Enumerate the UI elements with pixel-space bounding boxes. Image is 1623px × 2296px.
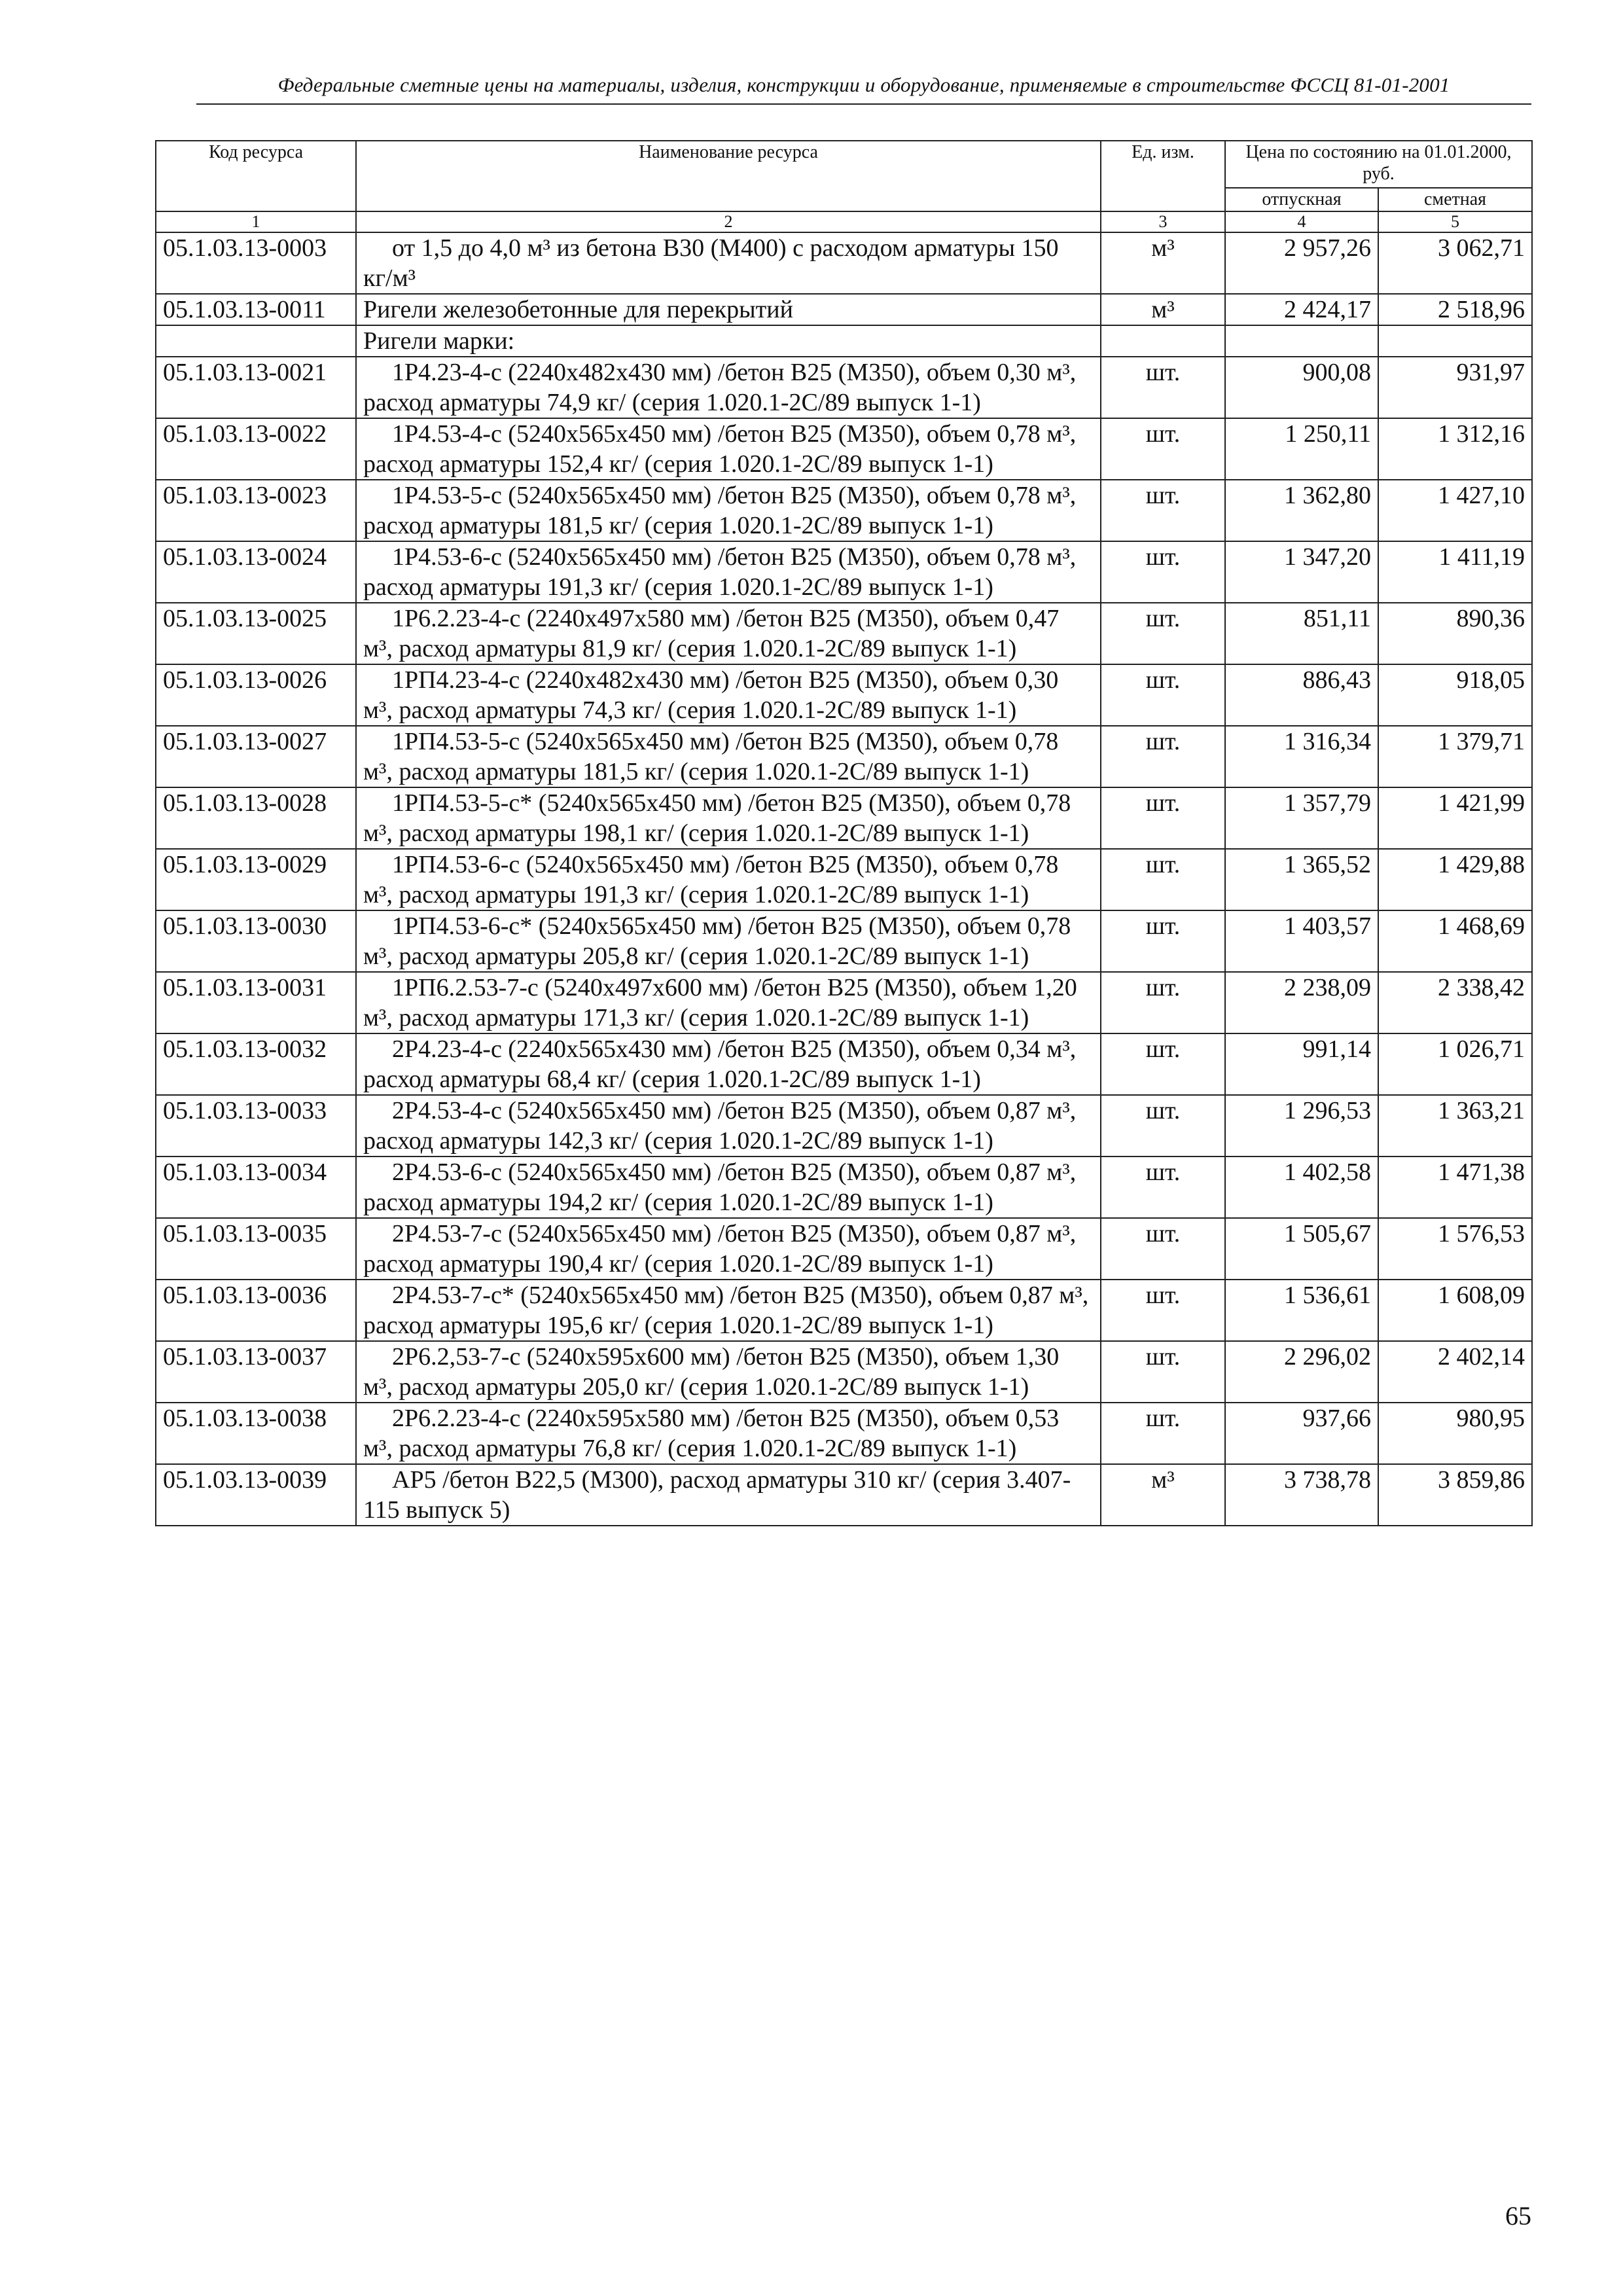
resource-code <box>156 1341 356 1403</box>
estimate-price <box>1378 1033 1532 1095</box>
unit-of-measure <box>1101 1403 1225 1464</box>
resource-name-text: 2Р4.53-6-с (5240х565х450 мм) /бетон В25 (М350), объем 0,87 м³, расход арматуры 194,2 кг/ (серия 1.020.1-2С/89 выпуск 1-1) <box>363 1158 1077 1216</box>
unit-of-measure-text: шт. <box>1145 789 1181 817</box>
table-row <box>156 1280 1532 1341</box>
resource-name <box>356 480 1101 541</box>
resource-code-text: 05.1.03.13-0025 <box>163 605 327 632</box>
col-number: 5 <box>1378 211 1532 232</box>
release-price-text: 937,66 <box>1302 1405 1371 1432</box>
table-row <box>156 1218 1532 1280</box>
estimate-price <box>1378 294 1532 325</box>
table-row <box>156 1033 1532 1095</box>
table-row <box>156 972 1532 1033</box>
unit-of-measure-text: шт. <box>1145 1097 1181 1124</box>
estimate-price-text: 2 402,14 <box>1438 1343 1525 1371</box>
estimate-price-text: 918,05 <box>1456 666 1525 694</box>
unit-of-measure <box>1101 664 1225 726</box>
resource-code <box>156 294 356 325</box>
resource-name <box>356 1095 1101 1157</box>
resource-code-text: 05.1.03.13-0035 <box>163 1220 327 1247</box>
release-price-text: 1 296,53 <box>1284 1097 1371 1124</box>
estimate-price <box>1378 232 1532 294</box>
resource-code-text: 05.1.03.13-0011 <box>163 296 326 323</box>
resource-name-text: 1РП4.53-5-с* (5240х565х450 мм) /бетон В25 (М350), объем 0,78 м³, расход арматуры 198,1 кг/ (серия 1.020.1-2С/89 выпуск 1-1) <box>363 789 1071 847</box>
resource-name <box>356 232 1101 294</box>
group-heading-row <box>156 325 1532 357</box>
resource-name-text: 2Р4.53-7-с* (5240х565х450 мм) /бетон В25 (М350), объем 0,87 м³, расход арматуры 195,6 кг/ (серия 1.020.1-2С/89 выпуск 1-1) <box>363 1282 1089 1339</box>
table-row <box>156 232 1532 294</box>
resource-name-text: 1РП4.53-6-с (5240х565х450 мм) /бетон В25 (М350), объем 0,78 м³, расход арматуры 191,3 кг/ (серия 1.020.1-2С/89 выпуск 1-1) <box>363 851 1059 908</box>
resource-name-text: 1РП4.23-4-с (2240х482х430 мм) /бетон В25 (М350), объем 0,30 м³, расход арматуры 74,3 кг/ (серия 1.020.1-2С/89 выпуск 1-1) <box>363 666 1059 724</box>
resource-code-text: 05.1.03.13-0021 <box>163 359 327 386</box>
release-price <box>1225 541 1378 603</box>
table-row <box>156 480 1532 541</box>
resource-name <box>356 972 1101 1033</box>
unit-of-measure <box>1101 849 1225 910</box>
table-row <box>156 357 1532 418</box>
release-price-text: 1 403,57 <box>1284 912 1371 940</box>
release-price <box>1225 910 1378 972</box>
unit-of-measure <box>1101 1033 1225 1095</box>
release-price-text: 1 536,61 <box>1284 1282 1371 1309</box>
resource-name <box>356 664 1101 726</box>
resource-name <box>356 294 1101 325</box>
release-price-text: 991,14 <box>1302 1035 1371 1063</box>
resource-name-text: 1РП4.53-5-с (5240х565х450 мм) /бетон В25 (М350), объем 0,78 м³, расход арматуры 181,5 кг/ (серия 1.020.1-2С/89 выпуск 1-1) <box>363 728 1059 785</box>
unit-of-measure-text: шт. <box>1145 1035 1181 1063</box>
resource-code <box>156 325 356 357</box>
resource-name-text: 2Р6.2,53-7-с (5240х595х600 мм) /бетон В25 (М350), объем 1,30 м³, расход арматуры 205,0 кг/ (серия 1.020.1-2С/89 выпуск 1-1) <box>363 1343 1060 1401</box>
resource-name <box>356 357 1101 418</box>
resource-name-text: 2Р6.2.23-4-с (2240х595х580 мм) /бетон В25 (М350), объем 0,53 м³, расход арматуры 76,8 кг/ (серия 1.020.1-2С/89 выпуск 1-1) <box>363 1405 1060 1462</box>
estimate-price-text: 1 608,09 <box>1438 1282 1525 1309</box>
release-price <box>1225 787 1378 849</box>
col-header-price-group: Цена по состоянию на 01.01.2000, руб. <box>1225 141 1532 188</box>
estimate-price-text: 1 576,53 <box>1438 1220 1525 1247</box>
resource-code-text: 05.1.03.13-0039 <box>163 1466 327 1494</box>
estimate-price <box>1378 480 1532 541</box>
unit-of-measure-text: м³ <box>1151 234 1175 262</box>
unit-of-measure-text: шт. <box>1145 420 1181 448</box>
resource-code <box>156 480 356 541</box>
release-price <box>1225 1095 1378 1157</box>
release-price <box>1225 1280 1378 1341</box>
table-row <box>156 1157 1532 1218</box>
estimate-price <box>1378 357 1532 418</box>
resource-name <box>356 603 1101 664</box>
estimate-price-text: 3 859,86 <box>1438 1466 1525 1494</box>
unit-of-measure <box>1101 787 1225 849</box>
col-header-price-estimate: сметная <box>1378 188 1532 211</box>
resource-code <box>156 787 356 849</box>
resource-code <box>156 1157 356 1218</box>
release-price <box>1225 1464 1378 1526</box>
resource-name-text: Ригели железобетонные для перекрытий <box>363 296 793 323</box>
header-divider <box>196 103 1531 105</box>
unit-of-measure-text: шт. <box>1145 912 1181 940</box>
resource-name <box>356 418 1101 480</box>
estimate-price-text: 890,36 <box>1456 605 1525 632</box>
resource-code <box>156 664 356 726</box>
resource-name <box>356 541 1101 603</box>
table-row <box>156 418 1532 480</box>
release-price-text: 1 402,58 <box>1284 1158 1371 1186</box>
release-price-text: 1 357,79 <box>1284 789 1371 817</box>
estimate-price-text: 1 429,88 <box>1438 851 1525 878</box>
unit-of-measure <box>1101 910 1225 972</box>
resource-code-text: 05.1.03.13-0029 <box>163 851 327 878</box>
resource-code <box>156 357 356 418</box>
table-row <box>156 1403 1532 1464</box>
resource-name-text: 1РП4.53-6-с* (5240х565х450 мм) /бетон В25 (М350), объем 0,78 м³, расход арматуры 205,8 кг/ (серия 1.020.1-2С/89 выпуск 1-1) <box>363 912 1071 970</box>
col-header-code: Код ресурса <box>156 141 356 211</box>
resource-code-text: 05.1.03.13-0022 <box>163 420 327 448</box>
resource-code <box>156 232 356 294</box>
estimate-price <box>1378 910 1532 972</box>
estimate-price-text: 1 427,10 <box>1438 482 1525 509</box>
estimate-price <box>1378 418 1532 480</box>
estimate-price <box>1378 1341 1532 1403</box>
resource-name <box>356 1403 1101 1464</box>
unit-of-measure-text: шт. <box>1145 605 1181 632</box>
estimate-price <box>1378 1280 1532 1341</box>
resource-code <box>156 726 356 787</box>
resource-name-text: 2Р4.53-4-с (5240х565х450 мм) /бетон В25 (М350), объем 0,87 м³, расход арматуры 142,3 кг/ (серия 1.020.1-2С/89 выпуск 1-1) <box>363 1097 1077 1155</box>
estimate-price <box>1378 1403 1532 1464</box>
estimate-price <box>1378 726 1532 787</box>
release-price-text: 2 424,17 <box>1284 296 1371 323</box>
resource-name <box>356 1157 1101 1218</box>
resource-name-text: АР5 /бетон В22,5 (М300), расход арматуры 310 кг/ (серия 3.407-115 выпуск 5) <box>363 1466 1071 1524</box>
resource-code-text: 05.1.03.13-0032 <box>163 1035 327 1063</box>
col-number: 1 <box>156 211 356 232</box>
release-price-text: 886,43 <box>1302 666 1371 694</box>
release-price-text: 1 250,11 <box>1285 420 1371 448</box>
estimate-price-text: 1 421,99 <box>1438 789 1525 817</box>
resource-name-text: 1Р4.53-6-с (5240х565х450 мм) /бетон В25 (М350), объем 0,78 м³, расход арматуры 191,3 кг/ (серия 1.020.1-2С/89 выпуск 1-1) <box>363 543 1077 601</box>
estimate-price-text: 2 518,96 <box>1438 296 1525 323</box>
unit-of-measure-text: шт. <box>1145 728 1181 755</box>
estimate-price-text: 1 312,16 <box>1438 420 1525 448</box>
resource-code <box>156 1095 356 1157</box>
resource-name-text: от 1,5 до 4,0 м³ из бетона В30 (М400) с расходом арматуры 150 кг/м³ <box>363 234 1059 292</box>
estimate-price-text: 1 468,69 <box>1438 912 1525 940</box>
unit-of-measure-text: шт. <box>1145 1282 1181 1309</box>
table-row <box>156 726 1532 787</box>
resource-code-text: 05.1.03.13-0038 <box>163 1405 327 1432</box>
resource-name-text: Ригели марки: <box>363 327 515 355</box>
estimate-price <box>1378 1157 1532 1218</box>
estimate-price <box>1378 1464 1532 1526</box>
estimate-price <box>1378 1218 1532 1280</box>
estimate-price <box>1378 787 1532 849</box>
resource-code <box>156 418 356 480</box>
estimate-price <box>1378 541 1532 603</box>
resource-code-text: 05.1.03.13-0034 <box>163 1158 327 1186</box>
estimate-price <box>1378 1095 1532 1157</box>
page-number: 65 <box>1505 2201 1531 2231</box>
release-price-text: 2 296,02 <box>1284 1343 1371 1371</box>
unit-of-measure <box>1101 418 1225 480</box>
resource-name <box>356 910 1101 972</box>
resource-code-text: 05.1.03.13-0031 <box>163 974 327 1001</box>
table-row <box>156 603 1532 664</box>
col-header-price-release: отпускная <box>1225 188 1378 211</box>
table-row <box>156 294 1532 325</box>
unit-of-measure <box>1101 480 1225 541</box>
col-number: 3 <box>1101 211 1225 232</box>
unit-of-measure-text: м³ <box>1151 296 1175 323</box>
estimate-price-text: 931,97 <box>1456 359 1525 386</box>
unit-of-measure <box>1101 972 1225 1033</box>
unit-of-measure-text: шт. <box>1145 1405 1181 1432</box>
resource-name <box>356 325 1101 357</box>
release-price-text: 1 505,67 <box>1284 1220 1371 1247</box>
resource-price-table <box>155 140 1533 1526</box>
unit-of-measure <box>1101 1095 1225 1157</box>
resource-code-text: 05.1.03.13-0037 <box>163 1343 327 1371</box>
estimate-price <box>1378 664 1532 726</box>
unit-of-measure <box>1101 1157 1225 1218</box>
estimate-price <box>1378 603 1532 664</box>
resource-code-text: 05.1.03.13-0033 <box>163 1097 327 1124</box>
unit-of-measure <box>1101 1341 1225 1403</box>
unit-of-measure <box>1101 232 1225 294</box>
table-row <box>156 910 1532 972</box>
unit-of-measure-text: шт. <box>1145 1158 1181 1186</box>
estimate-price-text: 1 379,71 <box>1438 728 1525 755</box>
resource-code <box>156 1033 356 1095</box>
unit-of-measure-text: шт. <box>1145 543 1181 571</box>
resource-name-text: 1Р6.2.23-4-с (2240х497х580 мм) /бетон В25 (М350), объем 0,47 м³, расход арматуры 81,9 кг/ (серия 1.020.1-2С/89 выпуск 1-1) <box>363 605 1060 662</box>
resource-name <box>356 1464 1101 1526</box>
estimate-price-text: 1 363,21 <box>1438 1097 1525 1124</box>
resource-name <box>356 1341 1101 1403</box>
release-price-text: 2 957,26 <box>1284 234 1371 262</box>
resource-code-text: 05.1.03.13-0003 <box>163 234 327 262</box>
release-price-text: 1 365,52 <box>1284 851 1371 878</box>
estimate-price-text: 980,95 <box>1456 1405 1525 1432</box>
resource-name <box>356 726 1101 787</box>
table-row <box>156 787 1532 849</box>
resource-code-text: 05.1.03.13-0036 <box>163 1282 327 1309</box>
release-price <box>1225 972 1378 1033</box>
unit-of-measure-text: шт. <box>1145 359 1181 386</box>
release-price-text: 2 238,09 <box>1284 974 1371 1001</box>
unit-of-measure-text: м³ <box>1151 1466 1175 1494</box>
unit-of-measure-text: шт. <box>1145 666 1181 694</box>
resource-code-text: 05.1.03.13-0026 <box>163 666 327 694</box>
unit-of-measure-text: шт. <box>1145 1343 1181 1371</box>
estimate-price-text: 1 411,19 <box>1438 543 1525 571</box>
resource-name-text: 2Р4.53-7-с (5240х565х450 мм) /бетон В25 (М350), объем 0,87 м³, расход арматуры 190,4 кг/ (серия 1.020.1-2С/89 выпуск 1-1) <box>363 1220 1077 1278</box>
resource-name-text: 1РП6.2.53-7-с (5240х497х600 мм) /бетон В25 (М350), объем 1,20 м³, расход арматуры 171,3 кг/ (серия 1.020.1-2С/89 выпуск 1-1) <box>363 974 1077 1031</box>
resource-name-text: 1Р4.53-5-с (5240х565х450 мм) /бетон В25 (М350), объем 0,78 м³, расход арматуры 181,5 кг/ (серия 1.020.1-2С/89 выпуск 1-1) <box>363 482 1077 539</box>
release-price <box>1225 603 1378 664</box>
unit-of-measure-text: шт. <box>1145 482 1181 509</box>
resource-name <box>356 1033 1101 1095</box>
resource-code-text: 05.1.03.13-0028 <box>163 789 327 817</box>
resource-code <box>156 1218 356 1280</box>
resource-name <box>356 1218 1101 1280</box>
unit-of-measure-text: шт. <box>1145 1220 1181 1247</box>
release-price-text: 1 362,80 <box>1284 482 1371 509</box>
unit-of-measure <box>1101 1464 1225 1526</box>
resource-code <box>156 1464 356 1526</box>
release-price <box>1225 325 1378 357</box>
running-header: Федеральные сметные цены на материалы, изделия, конструкции и оборудование, применяемые в строительстве ФССЦ 81-01-2001 <box>277 73 1450 96</box>
unit-of-measure <box>1101 1280 1225 1341</box>
table-row <box>156 1095 1532 1157</box>
unit-of-measure-text: шт. <box>1145 974 1181 1001</box>
col-number: 4 <box>1225 211 1378 232</box>
release-price <box>1225 1218 1378 1280</box>
resource-code <box>156 972 356 1033</box>
resource-name <box>356 1280 1101 1341</box>
unit-of-measure <box>1101 294 1225 325</box>
estimate-price-text: 2 338,42 <box>1438 974 1525 1001</box>
release-price <box>1225 726 1378 787</box>
estimate-price-text: 3 062,71 <box>1438 234 1525 262</box>
release-price <box>1225 357 1378 418</box>
estimate-price <box>1378 849 1532 910</box>
unit-of-measure <box>1101 726 1225 787</box>
release-price-text: 3 738,78 <box>1284 1466 1371 1494</box>
resource-code <box>156 541 356 603</box>
unit-of-measure-text: шт. <box>1145 851 1181 878</box>
release-price <box>1225 232 1378 294</box>
resource-name-text: 2Р4.23-4-с (2240х565х430 мм) /бетон В25 (М350), объем 0,34 м³, расход арматуры 68,4 кг/ (серия 1.020.1-2С/89 выпуск 1-1) <box>363 1035 1077 1093</box>
estimate-price <box>1378 972 1532 1033</box>
release-price <box>1225 664 1378 726</box>
release-price-text: 1 347,20 <box>1284 543 1371 571</box>
resource-name <box>356 849 1101 910</box>
resource-name <box>356 787 1101 849</box>
release-price <box>1225 849 1378 910</box>
unit-of-measure <box>1101 357 1225 418</box>
table-row <box>156 1341 1532 1403</box>
col-header-unit: Ед. изм. <box>1101 141 1225 211</box>
table-row <box>156 541 1532 603</box>
resource-code-text: 05.1.03.13-0023 <box>163 482 327 509</box>
resource-code-text: 05.1.03.13-0030 <box>163 912 327 940</box>
release-price <box>1225 480 1378 541</box>
estimate-price-text: 1 026,71 <box>1438 1035 1525 1063</box>
unit-of-measure <box>1101 1218 1225 1280</box>
table-row <box>156 1464 1532 1526</box>
resource-code <box>156 603 356 664</box>
release-price-text: 851,11 <box>1303 605 1371 632</box>
unit-of-measure <box>1101 603 1225 664</box>
resource-code-text: 05.1.03.13-0027 <box>163 728 327 755</box>
release-price <box>1225 1033 1378 1095</box>
unit-of-measure <box>1101 541 1225 603</box>
release-price <box>1225 1341 1378 1403</box>
col-header-name: Наименование ресурса <box>356 141 1101 211</box>
table-row <box>156 849 1532 910</box>
release-price <box>1225 418 1378 480</box>
estimate-price-text: 1 471,38 <box>1438 1158 1525 1186</box>
release-price <box>1225 294 1378 325</box>
release-price-text: 1 316,34 <box>1284 728 1371 755</box>
resource-code <box>156 910 356 972</box>
resource-code <box>156 1280 356 1341</box>
resource-name-text: 1Р4.23-4-с (2240х482х430 мм) /бетон В25 (М350), объем 0,30 м³, расход арматуры 74,9 кг/ (серия 1.020.1-2С/89 выпуск 1-1) <box>363 359 1077 416</box>
unit-of-measure <box>1101 325 1225 357</box>
table-row <box>156 664 1532 726</box>
resource-code <box>156 849 356 910</box>
release-price <box>1225 1157 1378 1218</box>
release-price-text: 900,08 <box>1302 359 1371 386</box>
resource-name-text: 1Р4.53-4-с (5240х565х450 мм) /бетон В25 (М350), объем 0,78 м³, расход арматуры 152,4 кг/ (серия 1.020.1-2С/89 выпуск 1-1) <box>363 420 1077 478</box>
resource-code <box>156 1403 356 1464</box>
release-price <box>1225 1403 1378 1464</box>
estimate-price <box>1378 325 1532 357</box>
resource-code-text: 05.1.03.13-0024 <box>163 543 327 571</box>
col-number: 2 <box>356 211 1101 232</box>
